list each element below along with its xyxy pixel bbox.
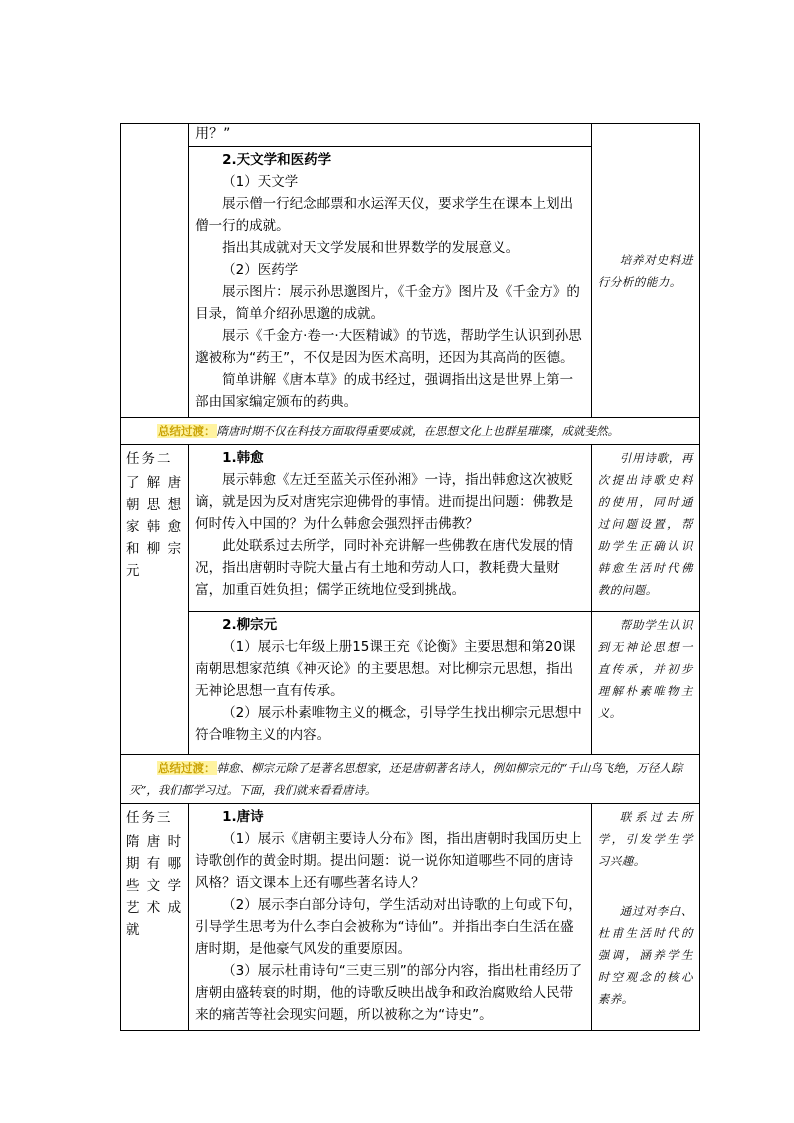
paragraph: （2）展示朴素唯物主义的概念，引导学生找出柳宗元思想中符合唯物主义的内容。 [195, 705, 582, 743]
design-intent-note: 引用诗歌，再次提出诗歌史料的使用，同时通过问题设置，帮助学生正确认识韩愈生活时代佛教的问题。 [597, 451, 693, 597]
task-cell-task3 [121, 804, 189, 1031]
paragraph: 指出其成就对天文学发展和世界数学的发展意义。 [222, 240, 520, 256]
row-task2-liuzongyuan [121, 612, 700, 755]
task-title: 隋唐时期有哪些文学艺术成就 [126, 834, 184, 938]
task-cell-empty [121, 124, 189, 418]
design-intent-cell [591, 612, 699, 755]
summary-text: 韩愈、柳宗元除了是著名思想家，还是唐朝著名诗人，例如柳宗元的“千山鸟飞绝，万径人踪灭”，我们都学习过。下面，我们就来看看唐诗。 [129, 761, 683, 797]
task-title: 了解唐朝思想家韩愈和柳宗元 [126, 475, 184, 579]
paragraph: 展示韩愈《左迁至蓝关示侄孙湘》一诗，指出韩愈这次被贬谪，就是因为反对唐宪宗迎佛骨的事情。进而提出问题：佛教是何时传入中国的？为什么韩愈会强烈抨击佛教？ [195, 472, 574, 532]
design-intent-note: 通过对李白、杜甫生活时代的强调，涵养学生时空观念的核心素养。 [597, 904, 693, 1006]
paragraph: （1）展示七年级上册15课王充《论衡》主要思想和第20课南朝思想家范缜《神灭论》的主要思想。对比柳宗元思想，指出无神论思想一直有传承。 [195, 639, 576, 699]
continuation-text: 用？” [189, 124, 591, 147]
design-intent-note: 帮助学生认识到无神论思想一直传承，并初步理解朴素唯物主义。 [597, 618, 693, 720]
paragraph: （1）展示《唐朝主要诗人分布》图，指出唐朝时我国历史上诗歌创作的黄金时期。提出问题：说一说你知道哪些不同的唐诗风格？语文课本上还有哪些著名诗人？ [195, 831, 582, 891]
section-heading-hanyu: 1.韩愈 [222, 450, 264, 466]
paragraph: 展示《千金方·卷一·大医精诚》的节选，帮助学生认识到孙思邈被称为“药王”，不仅是因为医术高明，还因为其高尚的医德。 [195, 328, 582, 366]
summary-cell [121, 755, 700, 804]
summary-lead-label: 总结过渡： [158, 761, 216, 775]
row-summary-transition-2 [121, 755, 700, 804]
content-cell-liuzongyuan [189, 612, 592, 755]
paragraph: 展示图片：展示孙思邈图片，《千金方》图片及《千金方》的目录，简单介绍孙思邈的成就。 [195, 284, 580, 322]
summary-text: 隋唐时期不仅在科技方面取得重要成就，在思想文化上也群星璀璨，成就斐然。 [216, 424, 619, 438]
row-task2-hanyu [121, 445, 700, 612]
task-cell-task2 [121, 445, 189, 755]
subheading-astronomy: （1）天文学 [222, 174, 299, 190]
design-intent-cell [591, 804, 699, 1031]
design-intent-note: 联系过去所学，引发学生学习兴趣。 [597, 810, 693, 868]
summary-cell [121, 418, 700, 445]
section-heading-liuzongyuan: 2.柳宗元 [222, 617, 278, 633]
design-intent-cell [591, 445, 699, 612]
row-astronomy-medicine [121, 124, 700, 418]
design-intent-cell [591, 124, 699, 418]
paragraph: （3）展示杜甫诗句“三吏三别”的部分内容，指出杜甫经历了唐朝由盛转衰的时期，他的诗歌反映出战争和政治腐败给人民带来的痛苦等社会现实问题，所以被称之为“诗史”。 [195, 963, 583, 1023]
lesson-plan-table [120, 123, 700, 1031]
content-cell-tang-poetry [189, 804, 592, 1031]
paragraph: 展示僧一行纪念邮票和水运浑天仪，要求学生在课本上划出僧一行的成就。 [195, 196, 574, 234]
design-intent-note: 培养对史料进行分析的能力。 [597, 252, 693, 289]
row-summary-transition-1 [121, 418, 700, 445]
summary-lead-label: 总结过渡： [158, 424, 216, 438]
paragraph: （2）展示李白部分诗句，学生活动对出诗歌的上句或下句，引导学生思考为什么李白会被称为“诗仙”。并指出李白生活在盛唐时期，是他豪气风发的重要原因。 [195, 897, 582, 957]
paragraph: 简单讲解《唐本草》的成书经过，强调指出这是世界上第一部由国家编定颁布的药典。 [195, 372, 574, 410]
row-task3-tang-poetry [121, 804, 700, 1031]
section-heading-astronomy-medicine: 2.天文学和医药学 [222, 152, 332, 168]
subheading-medicine: （2）医药学 [222, 262, 299, 278]
section-heading-tang-poetry: 1.唐诗 [222, 809, 264, 825]
task-label: 任务三 [126, 810, 173, 826]
content-cell-hanyu [189, 445, 592, 612]
content-cell-astronomy [189, 124, 592, 418]
task-label: 任务二 [126, 451, 173, 467]
paragraph: 此处联系过去所学，同时补充讲解一些佛教在唐代发展的情况，指出唐朝时寺院大量占有土地和劳动人口，教耗费大量财富，加重百姓负担；儒学正统地位受到挑战。 [195, 538, 574, 598]
